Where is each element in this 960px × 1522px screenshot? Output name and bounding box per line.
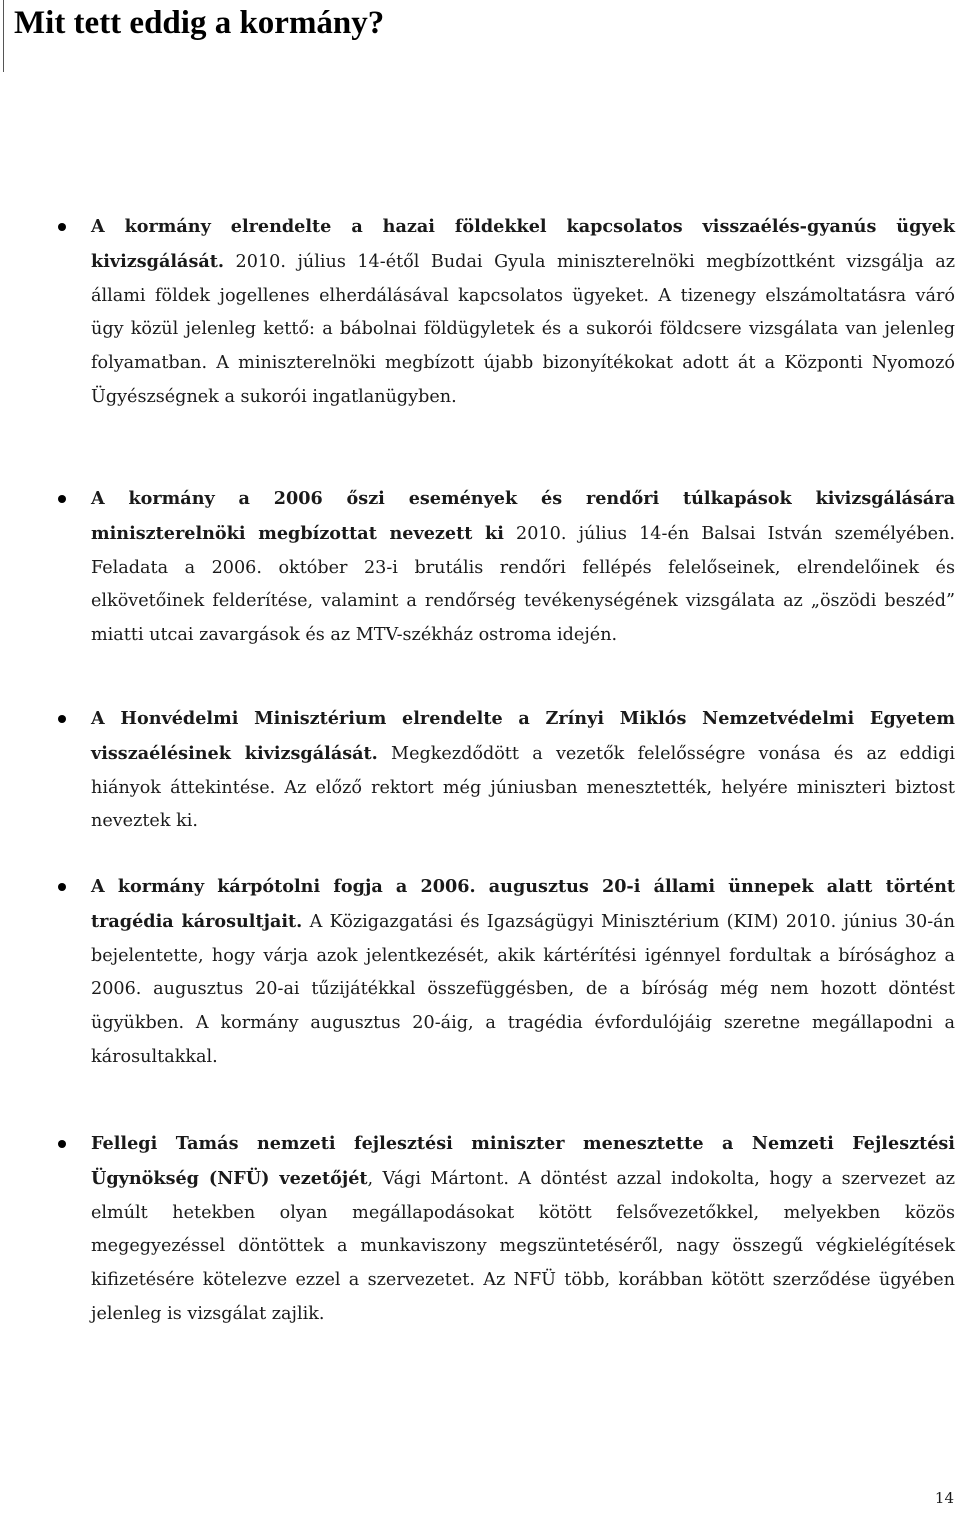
- item-lead: A kormány elrendelte a hazai földekkel kapcsolatos visszaélés-gyanús ügyek kivizsgálását.: [91, 216, 955, 272]
- item-lead: Fellegi Tamás nemzeti fejlesztési miniszter menesztette a Nemzeti Fejlesztési Ügynökség (NFÜ) vezetőjét: [91, 1133, 955, 1189]
- bullet-icon: [58, 1140, 66, 1148]
- bullet-icon: [58, 715, 66, 723]
- left-margin-rule: [3, 0, 4, 72]
- page-number: 14: [934, 1489, 954, 1507]
- item-body: , Vági Mártont. A döntést azzal indokolta, hogy a szervezet az elmúlt hetekben olyan megállapodásokat kötött felsővezetőkkel, melyekben közös megegyezéssel döntöttek a munkaviszony megszüntetéséről, nagy összegű végkielégítések kifizetésére kötelezve ezzel a szervezetet. Az NFÜ több, korábban kötött szerződése ügyében jelenleg is vizsgálat zajlik.: [91, 1168, 955, 1324]
- item-lead: A kormány a 2006 őszi események és rendőri túlkapások kivizsgálására miniszterelnöki megbízottat nevezett ki: [91, 488, 955, 544]
- bullet-icon: [58, 495, 66, 503]
- bullet-icon: [58, 883, 66, 891]
- bullet-icon: [58, 223, 66, 231]
- list-item: [91, 482, 955, 653]
- item-body: 2010. július 14-étől Budai Gyula miniszterelnöki megbízottként vizsgálja az állami földek jogellenes elherdálásával kapcsolatos ügyeket. A tizenegy elszámoltatásra váró ügy közül jelenleg kettő: a bábolnai földügyletek és a sukorói földcsere vizsgálata van jelenleg folyamatban. A miniszterelnöki megbízott újabb bizonyítékokat adott át a Központi Nyomozó Ügyészségnek a sukorói ingatlanügyben.: [91, 251, 955, 407]
- list-item: [91, 210, 955, 415]
- item-body: 2010. július 14-én Balsai István személyében. Feladata a 2006. október 23-i brutális rendőri fellépés felelőseinek, elrendelőinek és elkövetőinek felderítése, valamint a rendőrség tevékenységének vizsgálata az „öszödi beszéd” miatti utcai zavargások és az MTV-székház ostroma idején.: [91, 523, 956, 646]
- item-lead: A Honvédelmi Minisztérium elrendelte a Zrínyi Miklós Nemzetvédelmi Egyetem visszaélésinek kivizsgálását.: [91, 708, 955, 764]
- item-lead: A kormány kárpótolni fogja a 2006. augusztus 20-i állami ünnepek alatt történt tragédia károsultjait.: [91, 876, 955, 932]
- list-item: [91, 1127, 955, 1332]
- page-title: Mit tett eddig a kormány?: [14, 5, 385, 41]
- list-item: [91, 870, 955, 1075]
- item-body: Megkezdődött a vezetők felelősségre vonása és az eddigi hiányok áttekintése. Az előző rektort még júniusban menesztették, helyére miniszteri biztost neveztek ki.: [91, 743, 955, 832]
- list-item: [91, 702, 955, 839]
- item-body: A Közigazgatási és Igazságügyi Minisztérium (KIM) 2010. június 30-án bejelentette, hogy várja azok jelentkezését, akik kártérítési igénnyel fordultak a bírósághoz a 2006. augusztus 20-ai tűzijátékkal összefüggésben, de a bíróság még nem hozott döntést ügyükben. A kormány augusztus 20-áig, a tragédia évfordulójáig szeretne megállapodni a károsultakkal.: [91, 911, 955, 1067]
